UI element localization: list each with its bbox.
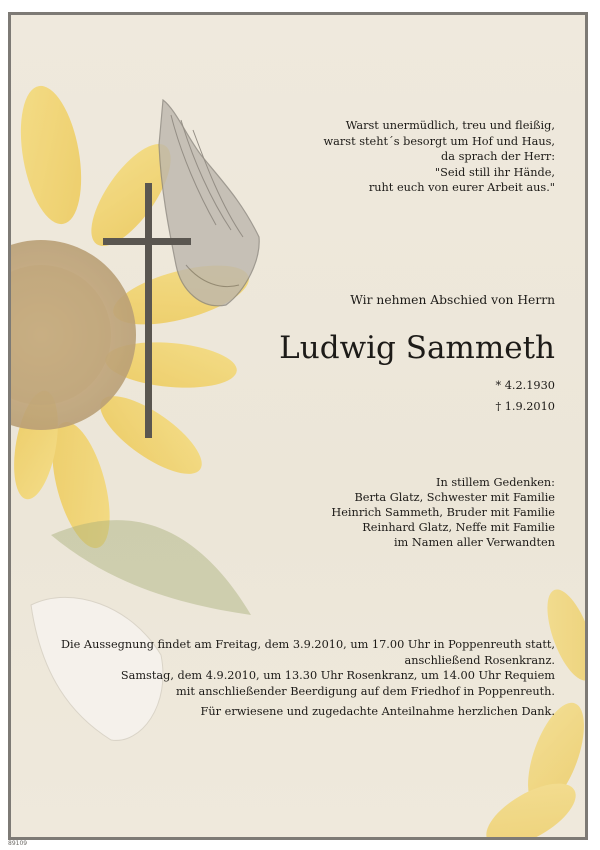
life-dates bbox=[495, 375, 555, 417]
farewell-text: Wir nehmen Abschied von Herrn bbox=[350, 293, 555, 307]
poem-line: "Seid still ihr Hände, bbox=[434, 165, 555, 179]
mourner-line: Heinrich Sammeth, Bruder mit Familie bbox=[331, 506, 555, 519]
thanks-text: Für erwiesene und zugedachte Anteilnahme herzlichen Dank. bbox=[200, 705, 555, 718]
service-info bbox=[61, 637, 555, 699]
mourner-line: Berta Glatz, Schwester mit Familie bbox=[354, 491, 555, 504]
poem-line: warst steht´s besorgt um Hof und Haus, bbox=[323, 134, 555, 148]
mourner-line: In stillem Gedenken: bbox=[435, 476, 555, 489]
poem bbox=[323, 118, 555, 196]
mourner-line: im Namen aller Verwandten bbox=[393, 536, 555, 549]
mourners-list bbox=[331, 475, 555, 550]
obituary-card bbox=[8, 12, 588, 840]
deceased-name: Ludwig Sammeth bbox=[279, 330, 555, 366]
poem-line: Warst unermüdlich, treu und fleißig, bbox=[345, 119, 555, 132]
service-line: Samstag, dem 4.9.2010, um 13.30 Uhr Rosenkranz, um 14.00 Uhr Requiem bbox=[120, 669, 555, 682]
poem-line: ruht euch von eurer Arbeit aus." bbox=[368, 181, 555, 194]
death-date: † 1.9.2010 bbox=[495, 400, 555, 413]
print-code: 89109 bbox=[8, 840, 28, 847]
sunflower bbox=[11, 81, 255, 554]
poem-line: da sprach der Herr: bbox=[441, 150, 555, 163]
service-line: mit anschließender Beerdigung auf dem Friedhof in Poppenreuth. bbox=[176, 684, 555, 698]
service-line: anschließend Rosenkranz. bbox=[404, 653, 555, 667]
service-line: Die Aussegnung findet am Freitag, dem 3.9.2010, um 17.00 Uhr in Poppenreuth statt, bbox=[60, 638, 555, 651]
mourner-line: Reinhard Glatz, Neffe mit Familie bbox=[362, 521, 555, 534]
birth-date: * 4.2.1930 bbox=[495, 379, 555, 392]
